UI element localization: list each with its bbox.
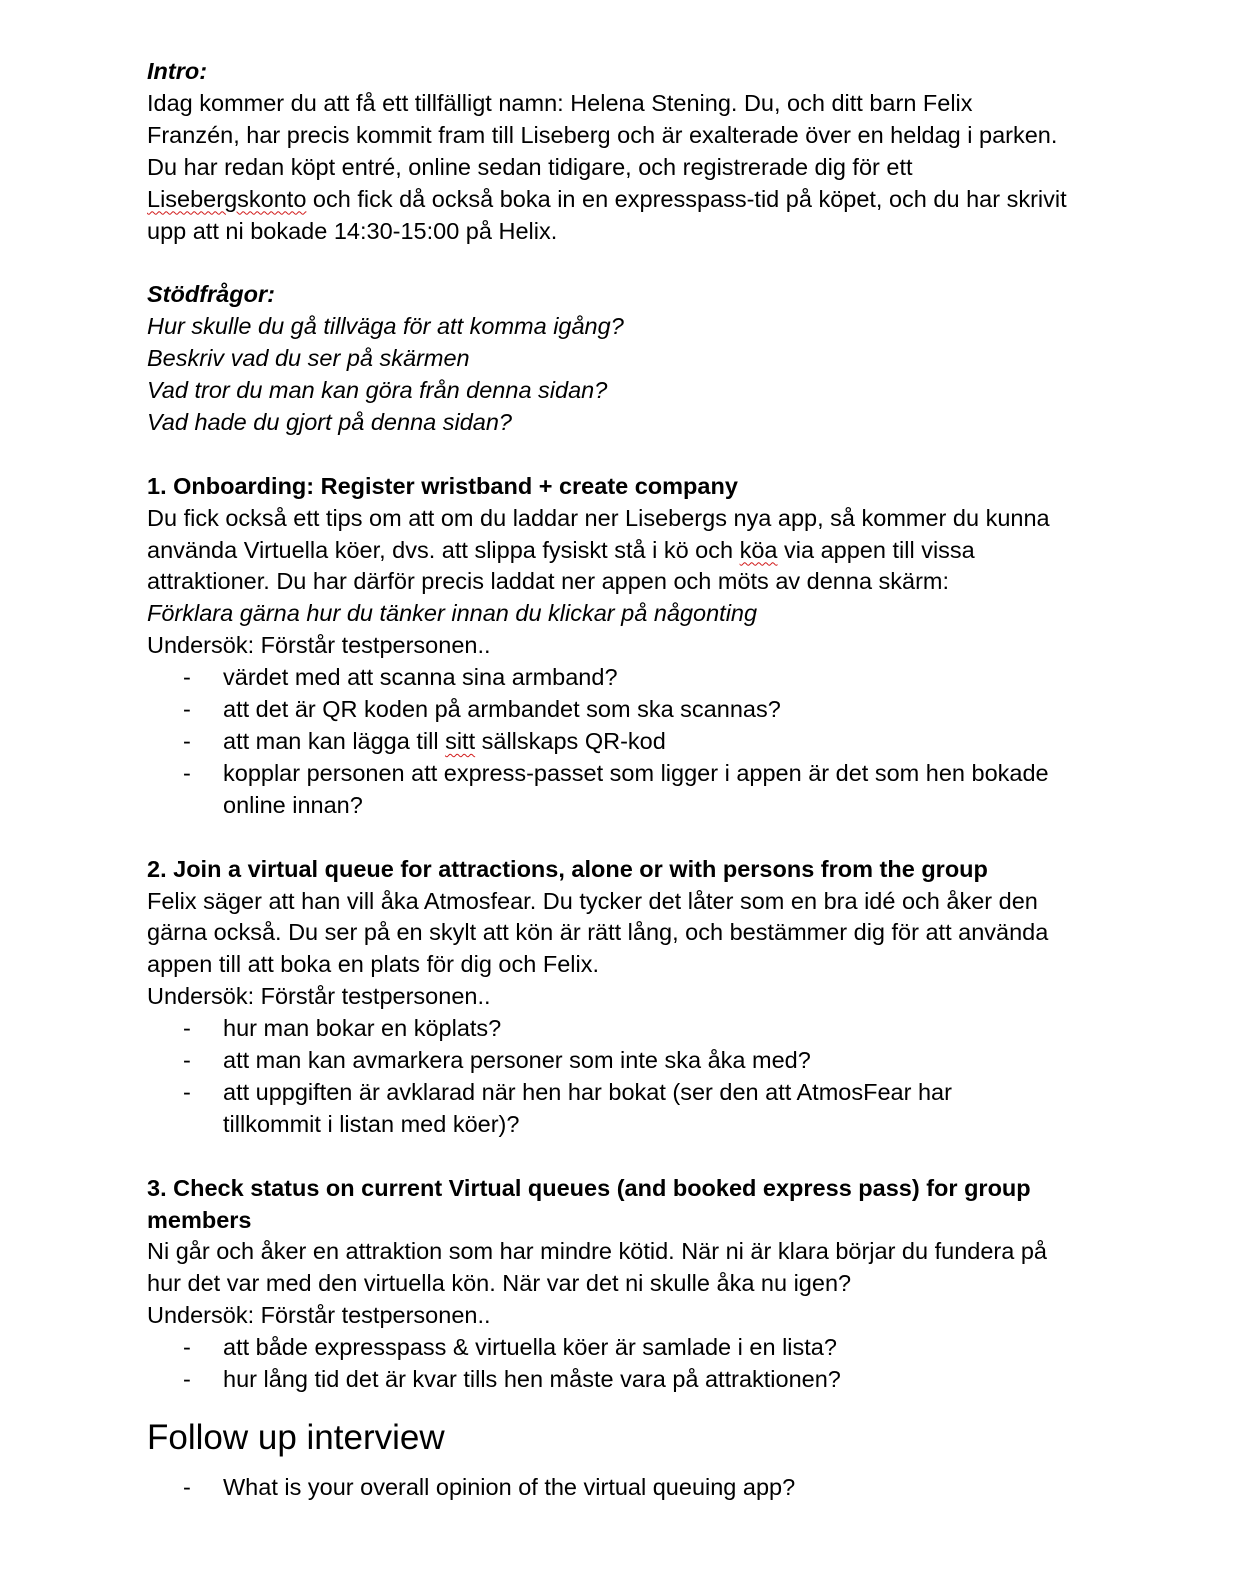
list-item: - att både expresspass & virtuella köer är samlade i en lista? (147, 1332, 1117, 1364)
support-heading: Stödfrågor: (147, 281, 275, 308)
task-3-heading: members (147, 1206, 252, 1233)
list-item: - kopplar personen att express-passet som ligger i appen är det som hen bokade online innan? (147, 758, 1117, 822)
intro-heading: Intro: (147, 58, 208, 84)
intro-line: Du har redan köpt entré, online sedan tidigare, och registrerade dig för ett (147, 153, 913, 180)
support-question: Vad tror du man kan göra från denna sidan? (147, 377, 608, 404)
task-2-probe-label: Undersök: Förstår testpersonen.. (147, 983, 491, 1010)
task-1-line: använda Virtuella köer, dvs. att slippa fysiskt stå i kö och köa via appen till vissa (147, 536, 975, 563)
support-question: Vad hade du gjort på denna sidan? (147, 408, 512, 435)
list-item: - What is your overall opinion of the virtual queuing app? (147, 1472, 1117, 1504)
blank-line (147, 247, 1117, 279)
list-item: - att man kan avmarkera personer som inte ska åka med? (147, 1045, 1117, 1077)
spelling-flagged-word[interactable]: Lisebergskonto (147, 185, 307, 212)
task-1-line: attraktioner. Du har därför precis laddat ner appen och möts av denna skärm: (147, 568, 950, 595)
intro-line: Lisebergskonto och fick då också boka in en expresspass-tid på köpet, och du har skrivit (147, 185, 1067, 212)
intro-section (147, 56, 1117, 247)
support-questions-section (147, 279, 1117, 439)
blank-line (147, 439, 1117, 471)
task-1-heading: 1. Onboarding: Register wristband + create company (147, 472, 738, 499)
blank-line (147, 822, 1117, 854)
task-2-heading: 2. Join a virtual queue for attractions, alone or with persons from the group (147, 855, 988, 882)
task-2-line: gärna också. Du ser på en skylt att kön är rätt lång, och bestämmer dig för att använda (147, 919, 1049, 946)
intro-line: Franzén, har precis kommit fram till Liseberg och är exalterade över en heldag i parken. (147, 121, 1058, 148)
followup-section (147, 1416, 1117, 1504)
task-1-instruction: Förklara gärna hur du tänker innan du klickar på någonting (147, 600, 758, 627)
list-item: - att det är QR koden på armbandet som ska scannas? (147, 694, 1117, 726)
document-page (147, 56, 1117, 1504)
list-item: - hur lång tid det är kvar tills hen måste vara på attraktionen? (147, 1364, 1117, 1396)
spelling-flagged-word[interactable]: köa (739, 536, 778, 563)
task-3-probe-label: Undersök: Förstår testpersonen.. (147, 1302, 491, 1329)
task-3-line: hur det var med den virtuella kön. När var det ni skulle åka nu igen? (147, 1270, 852, 1297)
task-3-line: Ni går och åker en attraktion som har mindre kötid. När ni är klara börjar du fundera på (147, 1238, 1047, 1265)
followup-heading: Follow up interview (147, 1418, 445, 1457)
list-item: - värdet med att scanna sina armband? (147, 662, 1117, 694)
task-3-section (147, 1173, 1117, 1396)
task-1-line: Du fick också ett tips om att om du laddar ner Lisebergs nya app, så kommer du kunna (147, 504, 1050, 531)
task-3-heading: 3. Check status on current Virtual queues (and booked express pass) for group (147, 1174, 1031, 1201)
support-question: Beskriv vad du ser på skärmen (147, 345, 470, 372)
support-question: Hur skulle du gå tillväga för att komma igång? (147, 313, 624, 340)
list-item: - att man kan lägga till sitt sällskaps QR-kod (147, 726, 1117, 758)
blank-line (147, 1141, 1117, 1173)
task-2-probe-list (147, 1013, 1117, 1141)
task-2-line: appen till att boka en plats för dig och Felix. (147, 951, 599, 978)
spelling-flagged-word[interactable]: sitt (445, 728, 476, 754)
intro-line: Idag kommer du att få ett tillfälligt namn: Helena Stening. Du, och ditt barn Felix (147, 89, 973, 116)
list-item: - hur man bokar en köplats? (147, 1013, 1117, 1045)
followup-question-list (147, 1472, 1117, 1504)
intro-line: upp att ni bokade 14:30-15:00 på Helix. (147, 217, 558, 244)
task-2-section (147, 854, 1117, 1141)
list-item: - att uppgiften är avklarad när hen har bokat (ser den att AtmosFear har tillkommit i listan med köer)? (147, 1077, 1117, 1141)
task-1-probe-list (147, 662, 1117, 822)
task-1-section (147, 471, 1117, 822)
task-1-probe-label: Undersök: Förstår testpersonen.. (147, 632, 491, 659)
task-2-line: Felix säger att han vill åka Atmosfear. Du tycker det låter som en bra idé och åker den (147, 887, 1038, 914)
task-3-probe-list (147, 1332, 1117, 1396)
